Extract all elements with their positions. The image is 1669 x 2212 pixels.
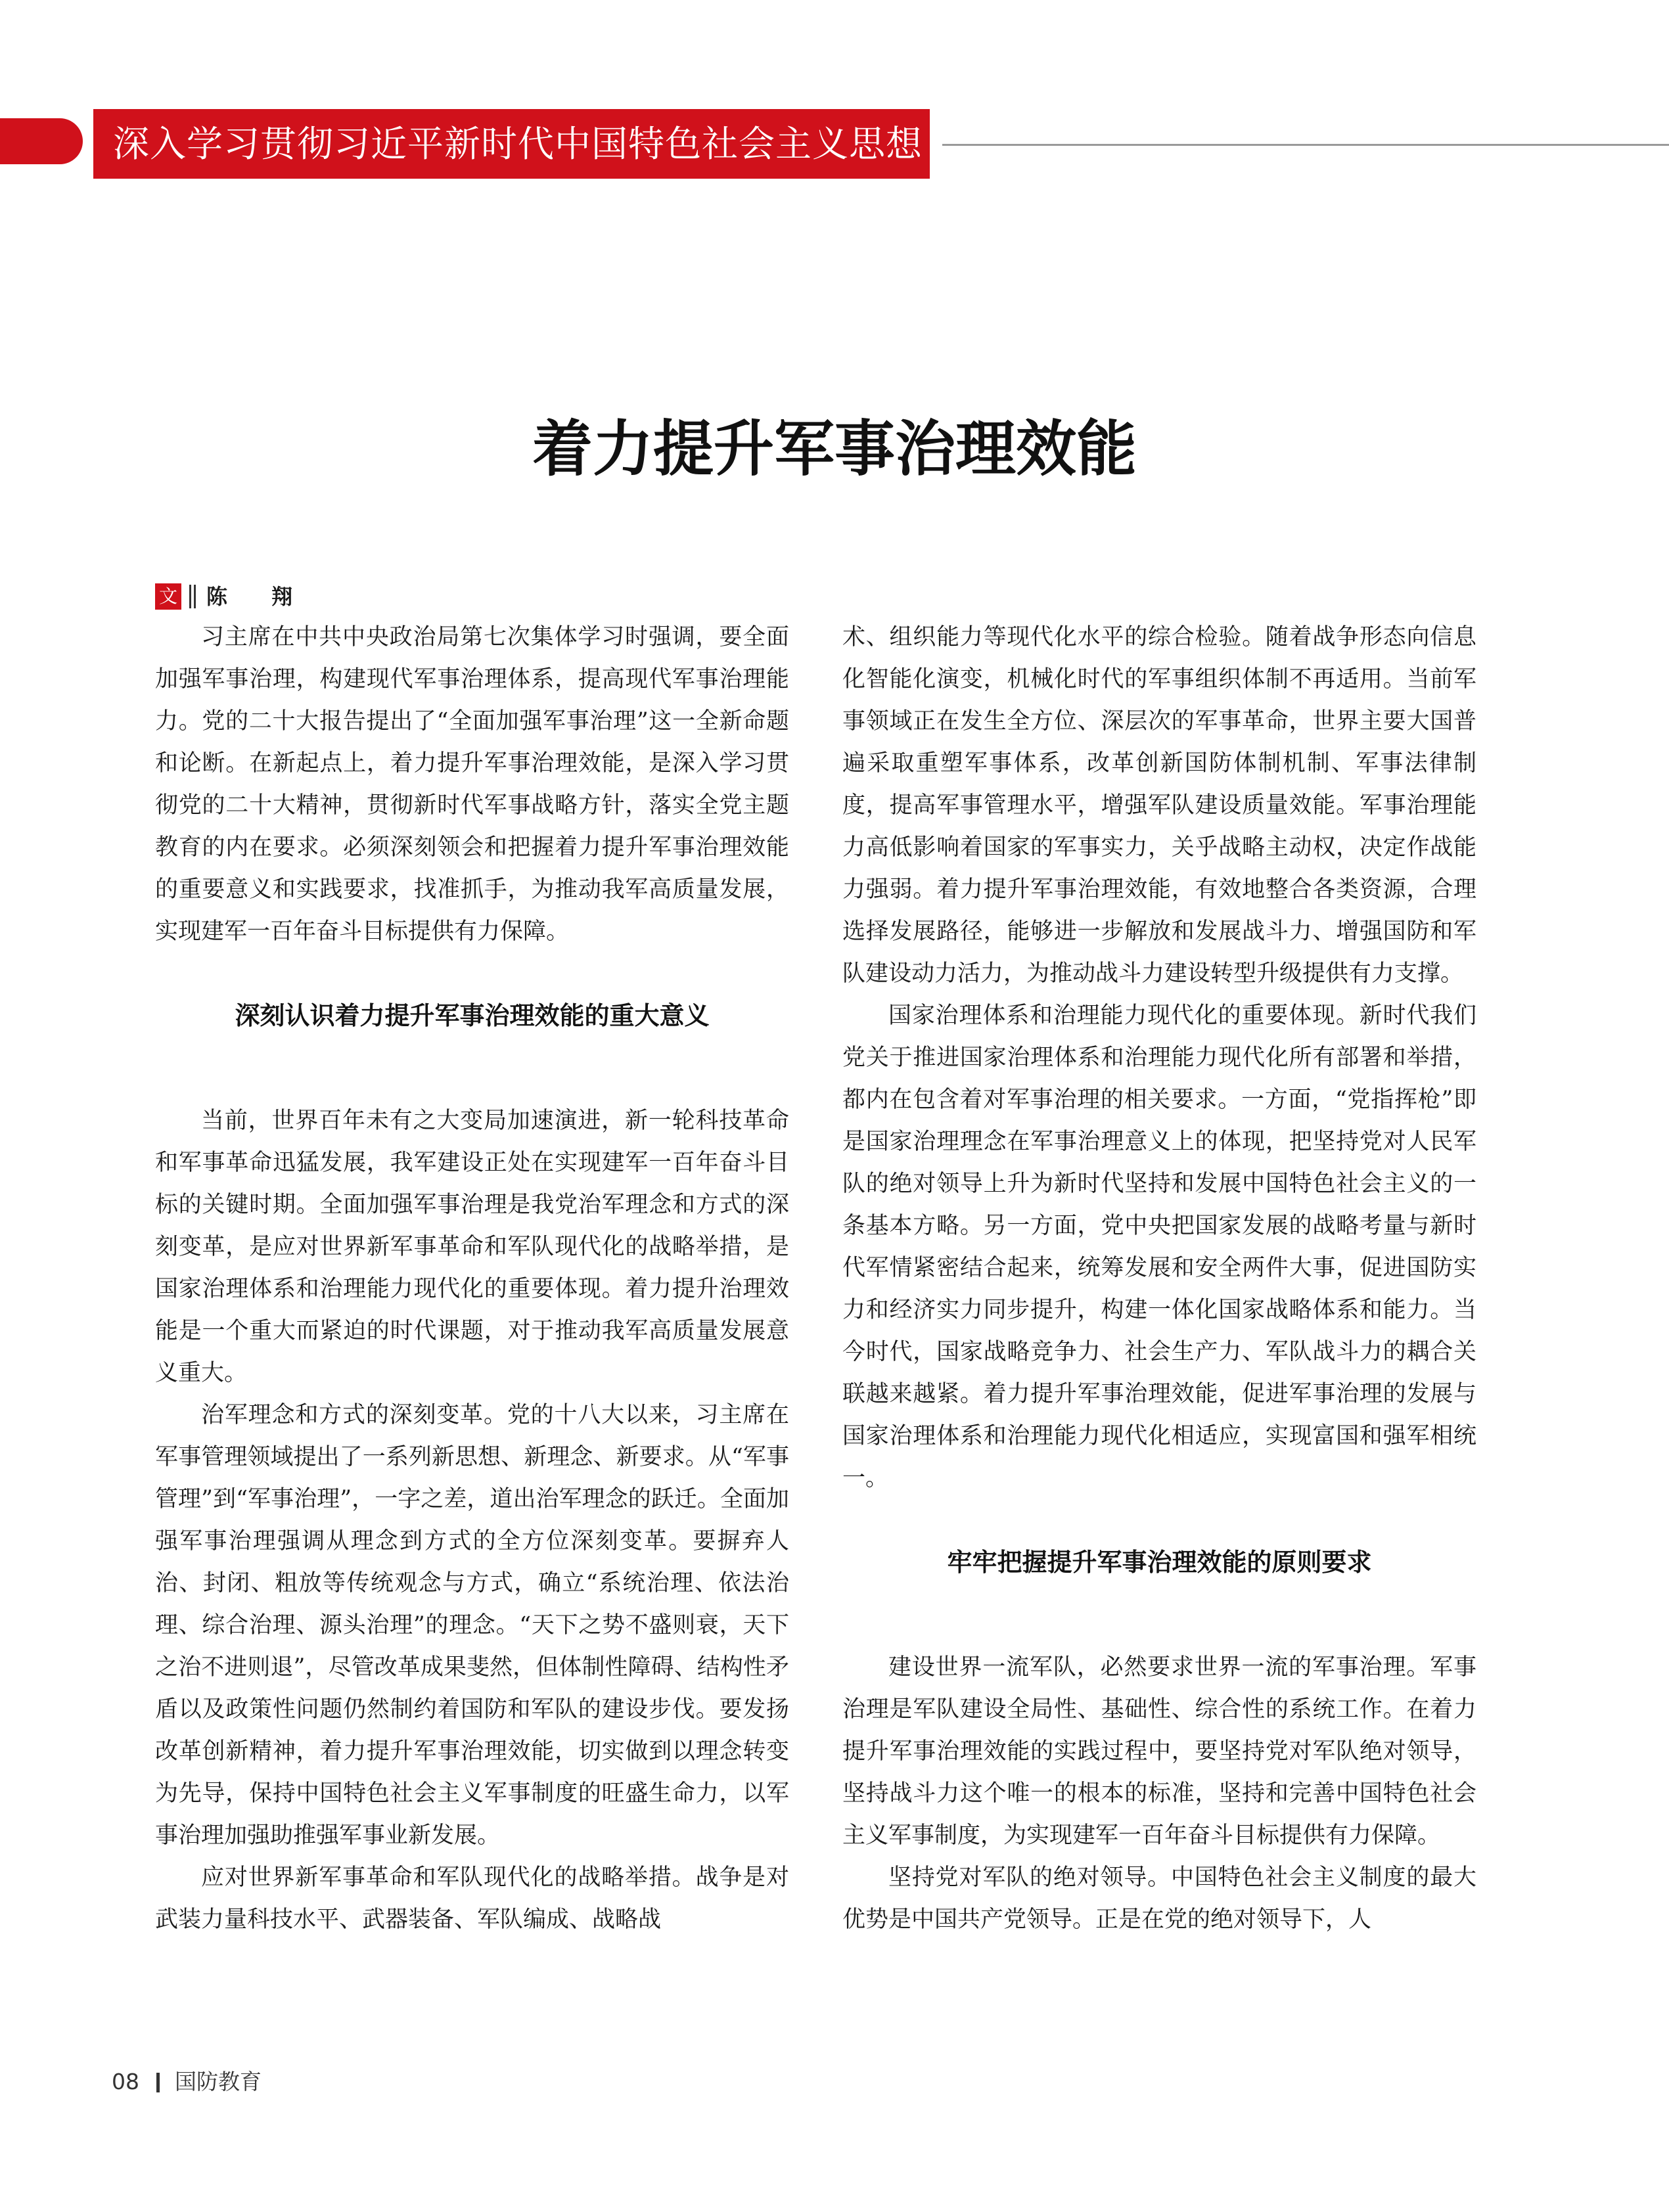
paragraph: 当前，世界百年未有之大变局加速演进，新一轮科技革命和军事革命迅猛发展，我军建设正处在实现建军一百年奋斗目标的关键时期。全面加强军事治理是我党治军理念和方式的深刻变革，是应对世界新军事革命和军队现代化的战略举措，是国家治理体系和治理能力现代化的重要体现。着力提升治理效能是一个重大而紧迫的时代课题，对于推动我军高质量发展意义重大。 — [155, 1108, 789, 1386]
paragraph: 治军理念和方式的深刻变革。党的十八大以来，习主席在军事管理领域提出了一系列新思想、新理念、新要求。从“军事管理”到“军事治理”，一字之差，道出治军理念的跃迁。全面加强军事治理强调从理念到方式的全方位深刻变革。要摒弃人治、封闭、粗放等传统观念与方式，确立“系统治理、依法治理、综合治理、源头治理”的理念。“天下之势不盛则衰，天下之治不进则退”，尽管改革成果斐然，但体制性障碍、结构性矛盾以及政策性问题仍然制约着国防和军队的建设步伐。要发扬改革创新精神，着力提升军事治理效能，切实做到以理念转变为先导，保持中国特色社会主义军事制度的旺盛生命力，以军事治理加强助推强军事业新发展。 — [155, 1402, 789, 1849]
magazine-name: 国防教育 — [175, 2069, 262, 2094]
banner-accent-pill — [0, 118, 83, 164]
header-rule — [942, 144, 1669, 146]
byline-divider — [189, 585, 196, 608]
paragraph-continued: 术、组织能力等现代化水平的综合检验。随着战争形态向信息化智能化演变，机械化时代的军事组织体制不再适用。当前军事领域正在发生全方位、深层次的军事革命，世界主要大国普遍采取重塑军事体系，改革创新国防体制机制、军事法律制度，提高军事管理水平，增强军队建设质量效能。军事治理能力高低影响着国家的军事实力，关乎战略主动权，决定作战能力强弱。着力提升军事治理效能，有效地整合各类资源，合理选择发展路径，能够进一步解放和发展战斗力、增强国防和军队建设动力活力，为推动战斗力建设转型升级提供有力支撑。 — [842, 624, 1476, 987]
section-heading: 深刻认识着力提升军事治理效能的重大意义 — [235, 1001, 710, 1030]
article-title: 着力提升军事治理效能 — [532, 414, 1137, 484]
column-banner — [93, 109, 930, 179]
byline-badge: 文 — [155, 583, 181, 610]
paragraph: 坚持党对军队的绝对领导。中国特色社会主义制度的最大优势是中国共产党领导。正是在党的绝对领导下，人 — [842, 1864, 1476, 1933]
left-column — [155, 616, 789, 1941]
paragraph: 习主席在中共中央政治局第七次集体学习时强调，要全面加强军事治理，构建现代军事治理体系，提高现代军事治理能力。党的二十大报告提出了“全面加强军事治理”这一全新命题和论断。在新起点上，着力提升军事治理效能，是深入学习贯彻党的二十大精神，贯彻新时代军事战略方针，落实全党主题教育的内在要求。必须深刻领会和把握着力提升军事治理效能的重要意义和实践要求，找准抓手，为推动我军高质量发展，实现建军一百年奋斗目标提供有力保障。 — [155, 624, 789, 945]
paragraph: 建设世界一流军队，必然要求世界一流的军事治理。军事治理是军队建设全局性、基础性、综合性的系统工作。在着力提升军事治理效能的实践过程中，要坚持党对军队绝对领导，坚持战斗力这个唯一的根本的标准，坚持和完善中国特色社会主义军事制度，为实现建军一百年奋斗目标提供有力保障。 — [842, 1654, 1476, 1849]
page-number: 08 — [112, 2069, 139, 2094]
section-heading: 牢牢把握提升军事治理效能的原则要求 — [947, 1548, 1372, 1577]
author-name: 陈 翔 — [206, 584, 311, 609]
paragraph: 国家治理体系和治理能力现代化的重要体现。新时代我们党关于推进国家治理体系和治理能力现代化所有部署和举措，都内在包含着对军事治理的相关要求。一方面，“党指挥枪”即是国家治理理念在军事治理意义上的体现，把坚持党对人民军队的绝对领导上升为新时代坚持和发展中国特色社会主义的一条基本方略。另一方面，党中央把国家发展的战略考量与新时代军情紧密结合起来，统筹发展和安全两件大事，促进国防实力和经济实力同步提升，构建一体化国家战略体系和能力。当今时代，国家战略竞争力、社会生产力、军队战斗力的耦合关联越来越紧。着力提升军事治理效能，促进军事治理的发展与国家治理体系和治理能力现代化相适应，实现富国和强军相统一。 — [842, 1003, 1476, 1491]
footer-divider — [156, 2073, 160, 2092]
paragraph: 应对世界新军事革命和军队现代化的战略举措。战争是对武装力量科技水平、武器装备、军队编成、战略战 — [155, 1864, 789, 1933]
column-banner-text: 深入学习贯彻习近平新时代中国特色社会主义思想 — [113, 123, 923, 165]
right-column — [842, 616, 1476, 1941]
